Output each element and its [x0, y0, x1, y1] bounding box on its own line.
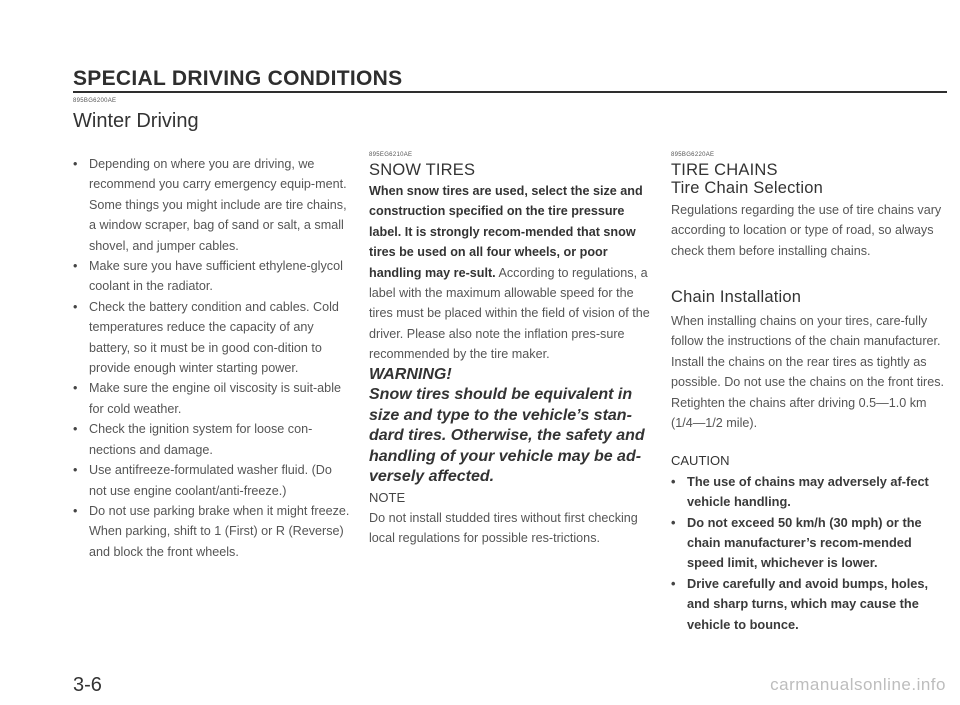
warning-label: WARNING! [369, 365, 452, 383]
section-title: SPECIAL DRIVING CONDITIONS [73, 67, 403, 90]
watermark: carmanualsonline.info [770, 675, 946, 694]
selection-text: Regulations regarding the use of tire chains vary according to location or type of road, so always check them before installing chains. [671, 203, 942, 258]
winter-bullet: • Check the battery condition and cables. Cold temperatures reduce the capacity of any battery, so it must be in good con-dition to provide enough winter starting power. [73, 297, 350, 379]
caution-label: CAUTION [671, 453, 730, 469]
winter-bullet: • Use antifreeze-formulated washer fluid. (Do not use engine coolant/anti-freeze.) [73, 460, 350, 501]
warning-text: Snow tires should be equivalent in size and type to the vehicle’s stan-dard tires. Otherwise, the safety and handling of your vehicle may be ad-versely affected. [369, 386, 645, 486]
tire-chain-selection-column [671, 200, 948, 261]
winter-bullet: • Make sure you have sufficient ethylene-glycol coolant in the radiator. [73, 256, 350, 297]
winter-bullet-list [73, 154, 350, 562]
header-rule [73, 91, 947, 93]
caution-item: • Do not exceed 50 km/h (30 mph) or the chain manufacturer’s recom-mended speed limit, whichever is lower. [671, 513, 948, 574]
winter-bullet: • Make sure the engine oil viscosity is suit-able for cold weather. [73, 378, 350, 419]
snow-tires-bold-text: When snow tires are used, select the size and construction specified on the tire pressure label. It is strongly recom-mended that snow tires be used on all four wheels, or poor handling may re-sult. [369, 184, 643, 280]
snow-tires-body-text: According to regulations, a label with the maximum allowable speed for the tires must be placed within the field of vision of the driver. Please also note the inflation pres-sure recommended by the tire maker. [369, 265, 650, 362]
winter-bullet: • Depending on where you are driving, we recommend you carry emergency equip-ment. Some things you might include are tire chains, a window scraper, bag of sand or salt, a small shovel, and jumper cables. [73, 154, 350, 256]
snow-tires-column [369, 181, 652, 549]
tire-chains-code: 895BG6220AE [671, 152, 715, 158]
note-text: Do not install studded tires without first checking local regulations for possible res-trictions. [369, 510, 638, 546]
caution-item: • Drive carefully and avoid bumps, holes, and sharp turns, which may cause the vehicle to bounce. [671, 574, 948, 635]
snow-tires-title: SNOW TIRES [369, 161, 476, 179]
installation-text-1: When installing chains on your tires, care-fully follow the instructions of the chain manufacturer. [671, 314, 941, 349]
winter-column [73, 154, 350, 562]
chain-installation-title: Chain Installation [671, 288, 802, 306]
winter-bullet: • Check the ignition system for loose con-nections and damage. [73, 419, 350, 460]
caution-item: • The use of chains may adversely af-fect vehicle handling. [671, 472, 948, 513]
tire-chain-selection-title: Tire Chain Selection [671, 179, 823, 197]
winter-code: 895BG6200AE [73, 98, 117, 104]
snow-tires-code: 895EG6210AE [369, 152, 413, 158]
note-label: NOTE [369, 489, 406, 505]
winter-bullet: • Do not use parking brake when it might freeze. When parking, shift to 1 (First) or R (Reverse) and block the front wheels. [73, 501, 350, 562]
installation-text-2: Install the chains on the rear tires as tightly as possible. Do not use the chains on the front tires. Retighten the chains after driving 0.5—1.0 km (1/4—1/2 mile). [671, 354, 945, 431]
chain-installation-column [671, 311, 948, 635]
tire-chains-title: TIRE CHAINS [671, 161, 778, 179]
page-number: 3-6 [73, 674, 102, 696]
caution-list [671, 472, 948, 635]
winter-title: Winter Driving [73, 110, 199, 132]
